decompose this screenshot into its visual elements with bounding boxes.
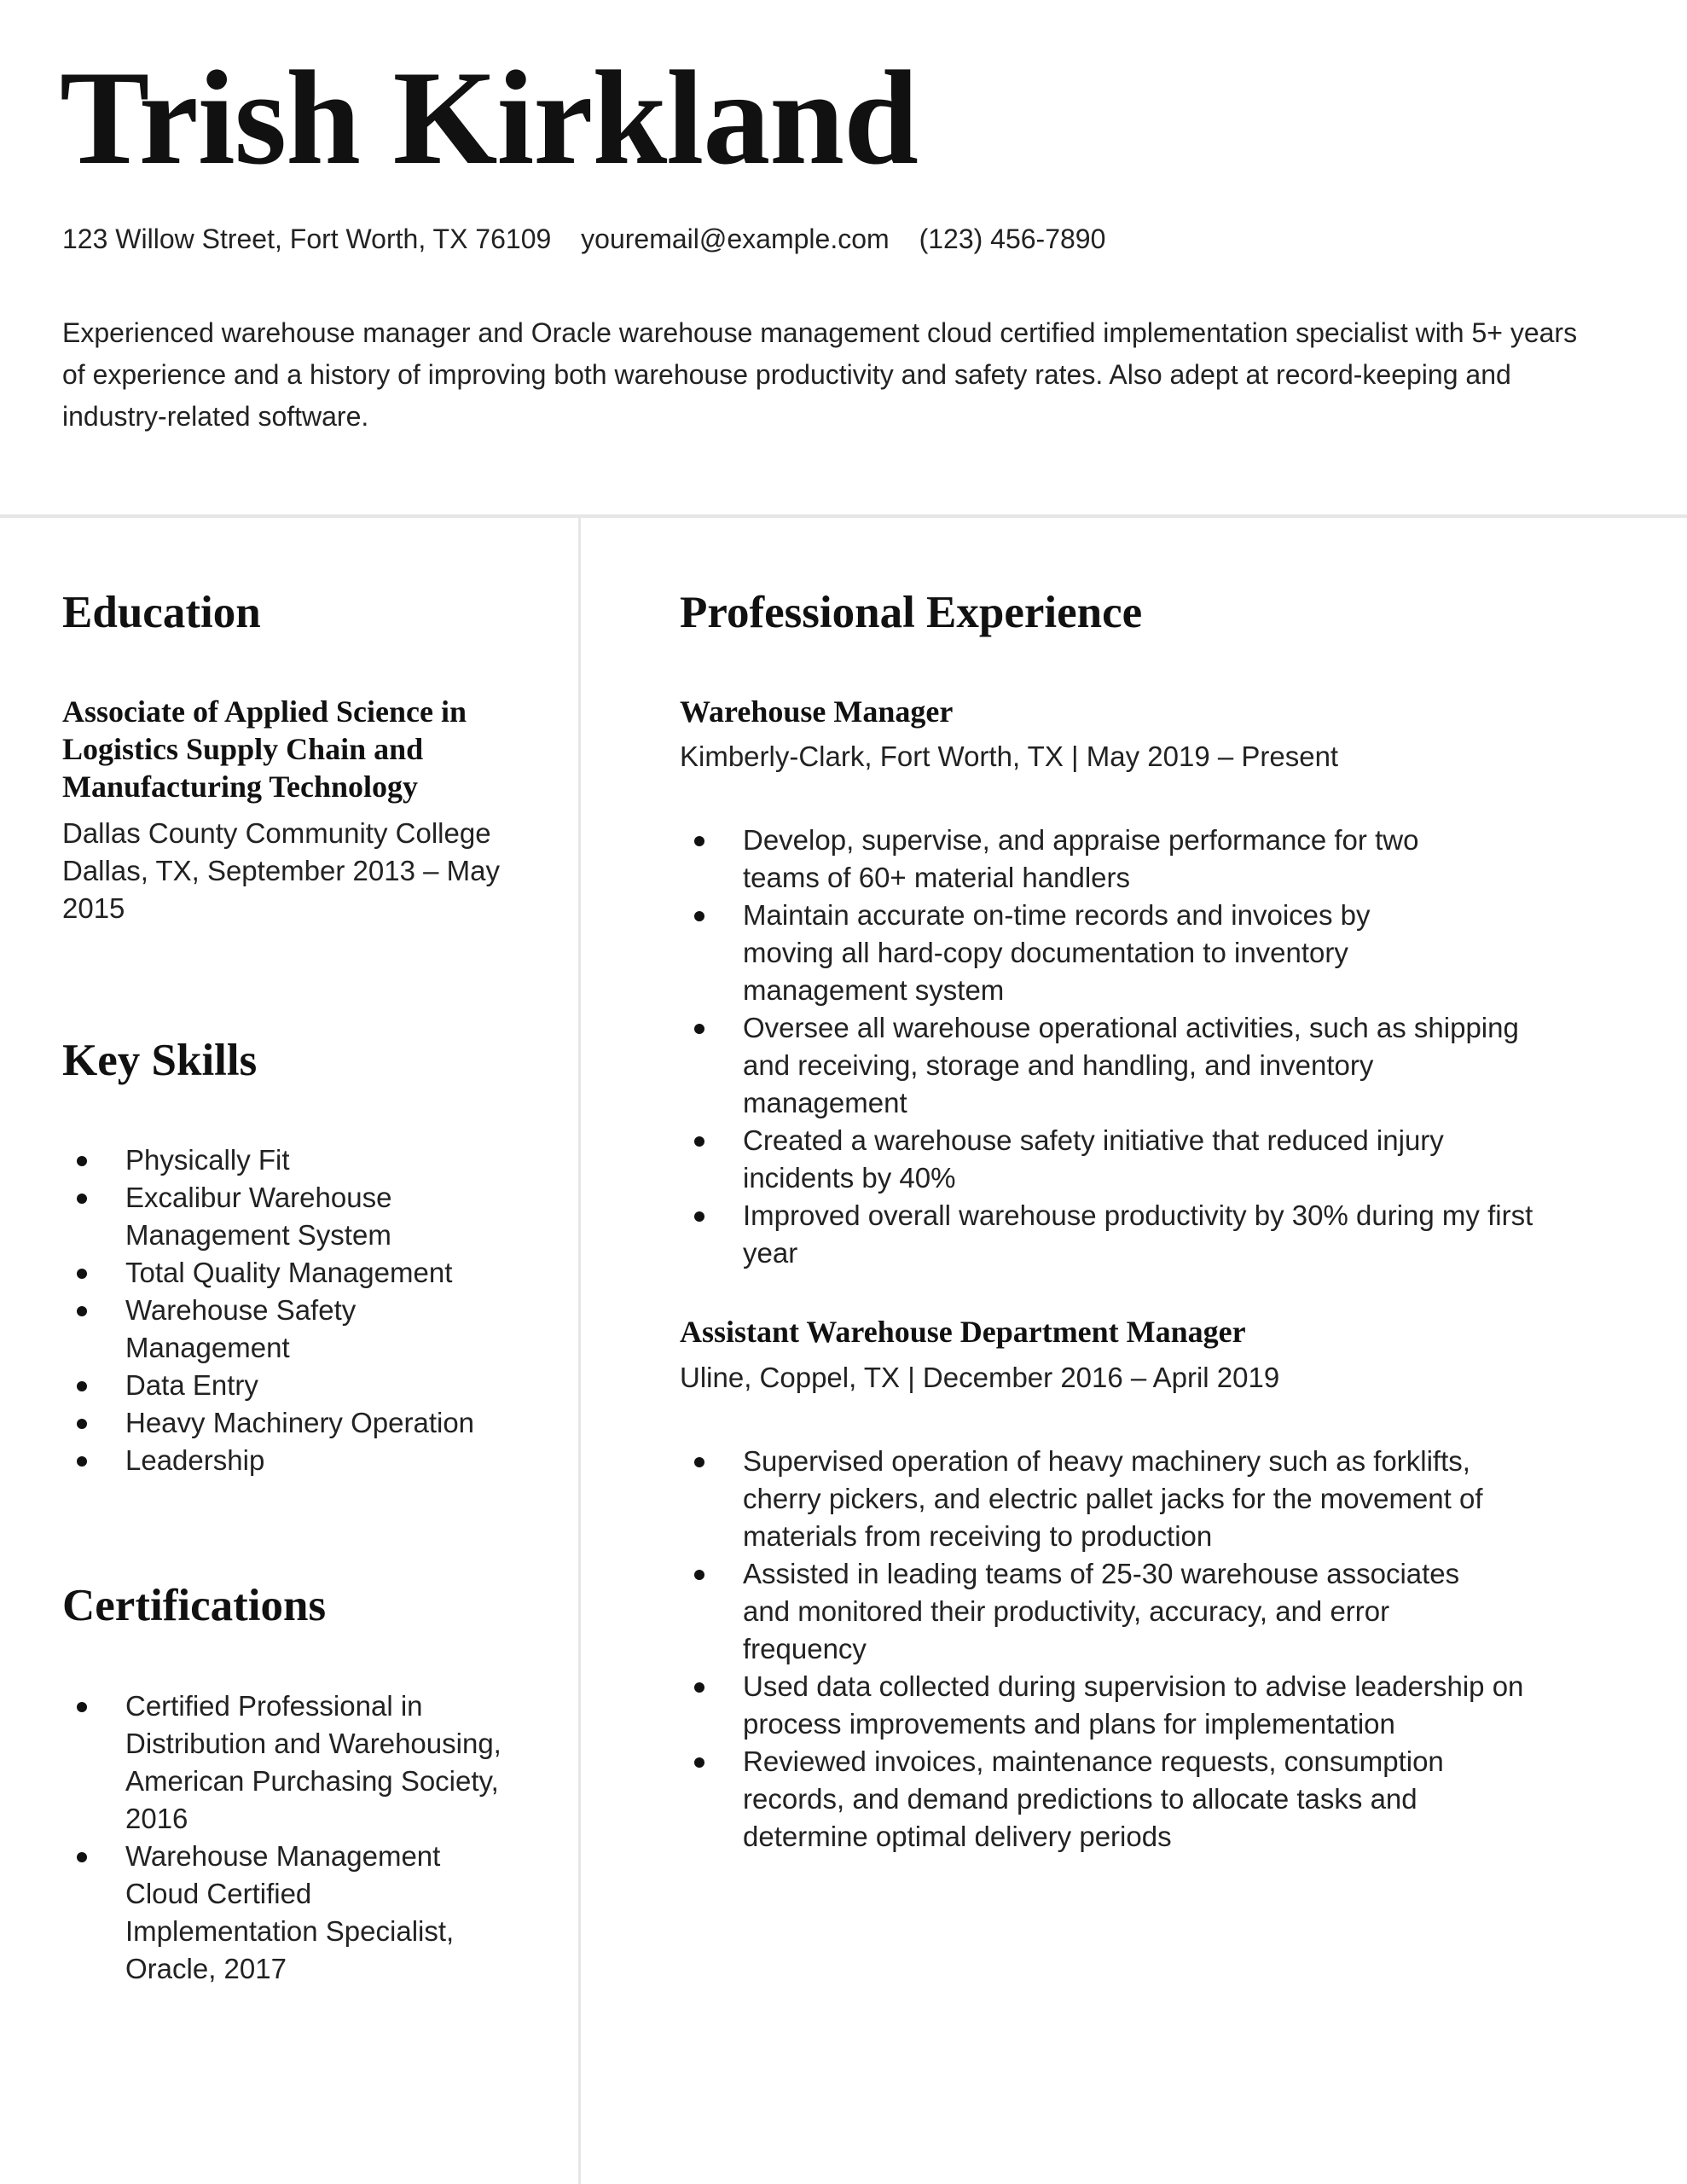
job-bullet: Reviewed invoices, maintenance requests, consumption records, and demand predictions to allocate tasks and determine optimal delivery periods [680, 1743, 1468, 1856]
job-title: Warehouse Manager [680, 694, 954, 729]
job-title: Assistant Warehouse Department Manager [680, 1315, 1246, 1349]
skill-item: Heavy Machinery Operation [62, 1404, 506, 1442]
phone: (123) 456-7890 [919, 224, 1106, 254]
skill-item: Data Entry [62, 1367, 506, 1404]
school: Dallas County Community College [62, 817, 491, 849]
vertical-divider [578, 516, 581, 2184]
job-bullet: Oversee all warehouse operational activities, such as shipping and receiving, storage and handling, and inventory management [680, 1009, 1536, 1122]
skill-item: Warehouse Safety Management [62, 1292, 398, 1367]
certifications-list [62, 1687, 527, 1988]
skills-list [62, 1141, 506, 1479]
job-bullet: Created a warehouse safety initiative that reduced injury incidents by 40% [680, 1122, 1493, 1197]
certification-item: Warehouse Management Cloud Certified Implementation Specialist, Oracle, 2017 [62, 1838, 484, 1988]
job-bullet: Assisted in leading teams of 25-30 warehouse associates and monitored their productivity, accuracy, and error frequency [680, 1555, 1493, 1668]
job-bullet: Develop, supervise, and appraise performance for two teams of 60+ material handlers [680, 822, 1451, 897]
education-location-dates: Dallas, TX, September 2013 – May 2015 [62, 855, 500, 924]
job-bullet: Maintain accurate on-time records and invoices by moving all hard-copy documentation to inventory management system [680, 897, 1451, 1009]
job-bullet: Improved overall warehouse productivity by 30% during my first year [680, 1197, 1536, 1272]
skill-item: Total Quality Management [62, 1254, 506, 1292]
job-company-dates: Uline, Coppel, TX | December 2016 – April 2019 [680, 1362, 1280, 1393]
job-company-dates: Kimberly-Clark, Fort Worth, TX | May 2019 – Present [680, 741, 1339, 772]
experience-heading: Professional Experience [680, 588, 1143, 637]
degree: Associate of Applied Science in Logistics Supply Chain and Manufacturing Technology [62, 694, 467, 804]
candidate-name: Trish Kirkland [60, 44, 918, 193]
certifications-heading: Certifications [62, 1581, 327, 1630]
education-heading: Education [62, 588, 261, 637]
job-bullets [680, 1443, 1524, 1856]
address: 123 Willow Street, Fort Worth, TX 76109 [62, 224, 552, 254]
summary: Experienced warehouse manager and Oracle warehouse management cloud certified implementation specialist with 5+ years of experience and a history of improving both warehouse productivity and safety rates. Also adept at record-keeping and industry-related software. [62, 317, 1578, 432]
job-bullet: Supervised operation of heavy machinery such as forklifts, cherry pickers, and electric pallet jacks for the movement of materials from receiving to production [680, 1443, 1536, 1555]
skills-heading: Key Skills [62, 1036, 258, 1085]
job-bullets [680, 822, 1533, 1272]
horizontal-divider [0, 514, 1687, 518]
job-bullet: Used data collected during supervision to advise leadership on process improvements and plans for implementation [680, 1668, 1536, 1743]
contact-info [62, 224, 1128, 255]
skill-item: Excalibur Warehouse Management System [62, 1179, 415, 1254]
skill-item: Leadership [62, 1442, 506, 1479]
certification-item: Certified Professional in Distribution and Warehousing, American Purchasing Society, 2016 [62, 1687, 527, 1838]
email: youremail@example.com [581, 224, 890, 254]
skill-item: Physically Fit [62, 1141, 506, 1179]
